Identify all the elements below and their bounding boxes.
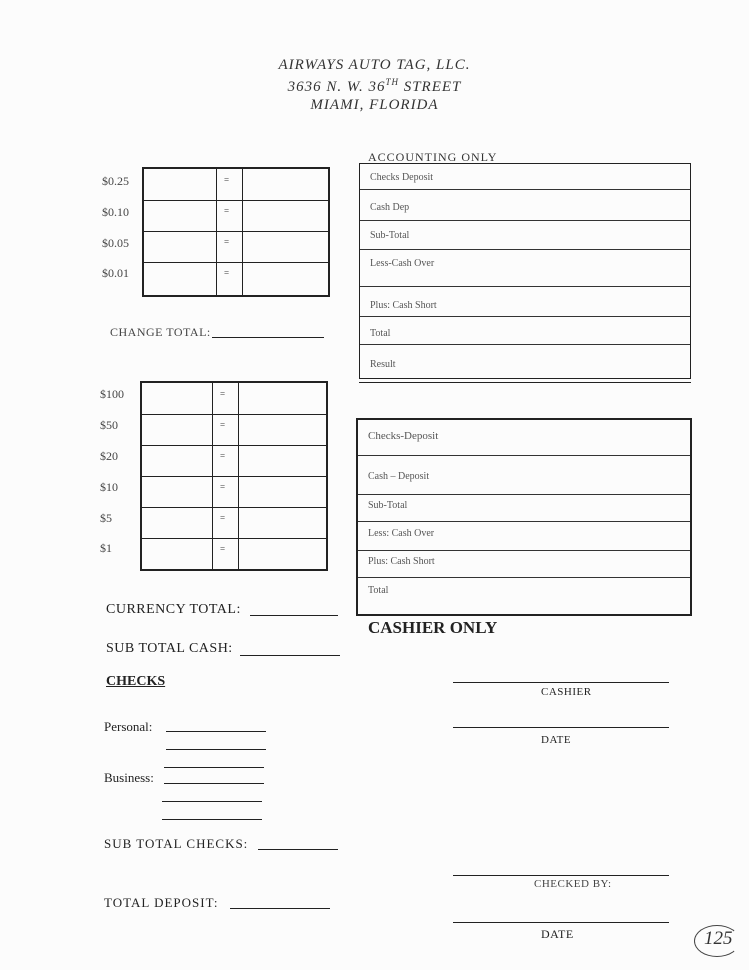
equals-sign: = [220, 420, 226, 430]
bill-label: $5 [100, 511, 112, 525]
business-line-3[interactable] [162, 819, 262, 820]
accounting-title: ACCOUNTING ONLY [368, 150, 498, 164]
cashier-row: Less: Cash Over [368, 528, 435, 539]
bill-label: $10 [100, 480, 118, 494]
bill-label: $100 [100, 387, 124, 401]
coin-label: $0.01 [102, 266, 129, 280]
sub-total-checks-line[interactable] [258, 849, 338, 850]
coins-grid [142, 167, 330, 297]
date-caption-1: DATE [541, 734, 572, 746]
checked-by-caption: CHECKED BY: [534, 878, 612, 890]
bill-label: $50 [100, 418, 118, 432]
equals-sign: = [220, 451, 226, 461]
bill-label: $20 [100, 449, 118, 463]
cashier-row: Checks-Deposit [368, 430, 439, 442]
equals-sign: = [224, 268, 230, 278]
total-deposit-label: TOTAL DEPOSIT: [104, 895, 219, 910]
date-line-1[interactable] [453, 727, 669, 728]
change-total-label: CHANGE TOTAL: [110, 325, 211, 339]
change-total-line[interactable] [212, 337, 324, 338]
accounting-row: Plus: Cash Short [370, 300, 437, 311]
personal-line-2[interactable] [166, 749, 266, 750]
checked-by-line[interactable] [453, 875, 669, 876]
date-line-2[interactable] [453, 922, 669, 923]
company-city: MIAMI, FLORIDA [310, 97, 439, 113]
sub-total-cash-line[interactable] [240, 655, 340, 656]
checks-heading: CHECKS [106, 674, 166, 689]
equals-sign: = [224, 206, 230, 216]
accounting-row: Cash Dep [370, 202, 410, 213]
coin-label: $0.25 [102, 174, 129, 188]
date-caption-2: DATE [541, 927, 574, 941]
currency-total-label: CURRENCY TOTAL: [106, 602, 241, 617]
coin-label: $0.10 [102, 205, 129, 219]
bill-label: $1 [100, 541, 112, 555]
equals-sign: = [220, 513, 226, 523]
accounting-box [359, 163, 691, 379]
accounting-row: Checks Deposit [370, 172, 434, 183]
personal-label: Personal: [104, 719, 153, 734]
personal-line-1[interactable] [166, 731, 266, 732]
accounting-row: Result [370, 359, 396, 370]
cashier-row: Sub-Total [368, 500, 408, 511]
equals-sign: = [224, 175, 230, 185]
accounting-row: Less-Cash Over [370, 258, 435, 269]
cashier-box [356, 418, 692, 616]
total-deposit-line[interactable] [230, 908, 330, 909]
sub-total-checks-label: SUB TOTAL CHECKS: [104, 836, 249, 851]
cashier-row: Plus: Cash Short [368, 556, 435, 567]
cashier-row: Total [368, 585, 389, 596]
coin-label: $0.05 [102, 236, 129, 250]
bills-grid [140, 381, 328, 571]
company-address: 3636 N. W. 36TH STREET [287, 77, 462, 95]
accounting-row: Sub-Total [370, 230, 410, 241]
equals-sign: = [224, 237, 230, 247]
equals-sign: = [220, 482, 226, 492]
cashier-only-title: CASHIER ONLY [368, 618, 498, 637]
accounting-row: Total [370, 328, 391, 339]
personal-line-3[interactable] [164, 767, 264, 768]
handwritten-number: 125 [704, 928, 733, 949]
business-line-2[interactable] [162, 801, 262, 802]
equals-sign: = [220, 544, 226, 554]
accounting-underline [359, 382, 691, 383]
business-line-1[interactable] [164, 783, 264, 784]
company-name: AIRWAYS AUTO TAG, LLC. [278, 57, 471, 73]
currency-total-line[interactable] [250, 615, 338, 616]
cashier-signature-line[interactable] [453, 682, 669, 683]
cashier-caption: CASHIER [541, 686, 592, 698]
cashier-row: Cash – Deposit [368, 471, 430, 482]
equals-sign: = [220, 389, 226, 399]
business-label: Business: [104, 770, 154, 785]
sub-total-cash-label: SUB TOTAL CASH: [106, 641, 233, 656]
